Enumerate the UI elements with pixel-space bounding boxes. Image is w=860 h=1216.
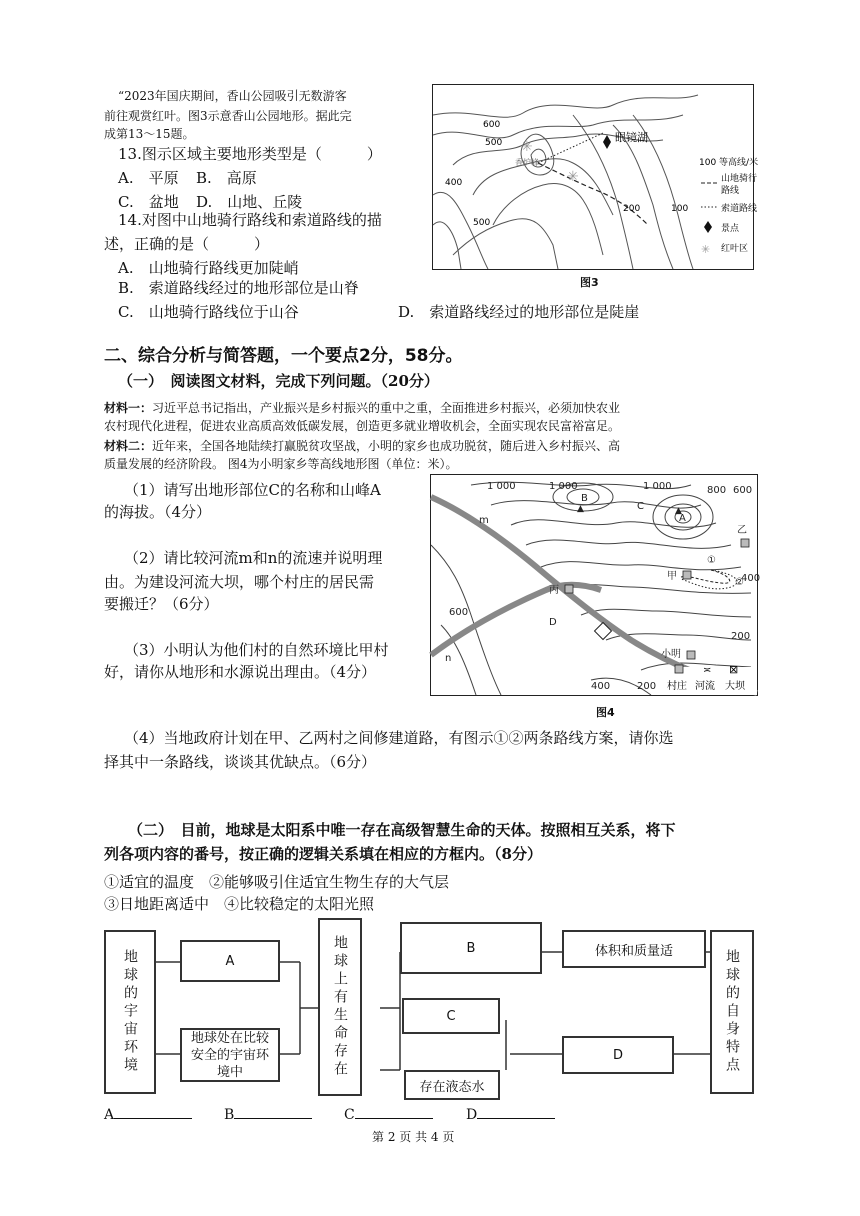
fig4-label-c: C: [637, 501, 644, 512]
q13-option-a: A. 平原: [118, 169, 179, 187]
fig4-label-b: B: [581, 493, 588, 504]
material-2-line-1: [104, 436, 620, 456]
q13-option-c: C. 盆地: [118, 193, 179, 211]
fig4-label-1000a: 1 000: [487, 481, 516, 492]
fig4-label-200b: 200: [637, 681, 657, 692]
q14-option-b: B. 索道路线经过的地形部位是山脊: [118, 279, 359, 297]
fig3-label-500b: 500: [473, 218, 491, 228]
fig3-label-500a: 500: [485, 138, 503, 148]
fig4-legend-dam: 大坝: [725, 681, 745, 692]
q2-line-2: 由。为建设河流大坝，哪个村庄的居民需: [104, 573, 375, 591]
answer-c-blank[interactable]: [355, 1104, 433, 1119]
q3-line-2: 好，请你从地形和水源说出理由。（4分）: [104, 663, 377, 681]
fig3-redleaf-marker: ✳: [521, 139, 533, 155]
flow-label-size-mass: 体积和质量适: [594, 943, 673, 959]
fig4-label-600b: 600: [449, 607, 469, 618]
fig4-legend-village-icon: [675, 665, 683, 673]
fig3-label-400: 400: [445, 178, 463, 188]
fig3-contour: [433, 95, 698, 117]
q2-line-3: 要搬迁？（6分）: [104, 595, 219, 613]
fig3-label-xiangshan: 香炉峰: [515, 158, 539, 167]
fig3-legend-spot-icon: [704, 221, 712, 233]
answer-b-blank[interactable]: [234, 1104, 312, 1119]
q1-line-2: 的海拔。（4分）: [104, 503, 212, 521]
material-1-label: 材料一：: [104, 401, 153, 415]
flow-box-size-mass: [562, 930, 706, 968]
fig4-label-river-m: m: [479, 515, 489, 526]
q14-stem-1: 14.对图中山地骑行路线和索道路线的描: [118, 211, 382, 229]
part-2-title-2: 列各项内容的番号，按正确的逻辑关系填在相应的方框内。（8分）: [104, 845, 542, 863]
fig4-label-d: D: [549, 617, 557, 628]
flow-label-d: D: [612, 1047, 623, 1063]
material-1-line-2: 农村现代化进程，促进农业高质高效低碳发展，创造更多就业增收机会，全面实现农民富裕富足。: [104, 419, 621, 433]
fig4-label-a: A: [679, 513, 686, 524]
fig3-redleaf-marker: ✳: [567, 169, 579, 185]
flow-box-c: [402, 998, 500, 1034]
fig4-village-xiaoming: [687, 651, 695, 659]
material-2-label: 材料二：: [104, 439, 153, 453]
fig3-legend-redleaf: 红叶区: [721, 244, 749, 254]
fig4-label-jia: 甲: [667, 571, 677, 582]
fig3-legend-redleaf-icon: ✳: [701, 243, 711, 256]
q2-line-1: （2）请比较河流m和n的流速并说明理: [124, 549, 383, 567]
answer-c: [344, 1104, 433, 1126]
flow-label-safe-environment: 地球处在比较安全的宇宙环境中: [190, 1030, 269, 1080]
intro-line-2: 前往观赏红叶。图3示意香山公园地形。据此完: [104, 109, 352, 123]
fig3-contour: [433, 222, 461, 269]
flow-label-earth-features: 地球的自身特点: [724, 949, 740, 1075]
answer-a-blank[interactable]: [114, 1104, 192, 1119]
figure-4-svg: [431, 475, 761, 695]
material-1-text-1: 习近平总书记指出，产业振兴是乡村振兴的重中之重，全面推进乡村振兴，必须加快农业: [152, 401, 621, 415]
fig3-cable-route: [538, 133, 603, 163]
material-1-line-1: [104, 398, 620, 418]
q13-option-d: D. 山地、丘陵: [196, 193, 303, 211]
fig3-contour: [493, 184, 603, 255]
section-2-title: 二、综合分析与简答题，一个要点2分，58分。: [104, 346, 463, 366]
q4-line-1: （4）当地政府计划在甲、乙两村之间修建道路，有图示①②两条路线方案，请你选: [124, 729, 674, 747]
fig3-label-yanjinghu: 眼镜湖: [615, 131, 648, 144]
fig4-label-600a: 600: [733, 485, 753, 496]
figure-4-map: [430, 474, 761, 696]
fig4-label-200a: 200: [731, 631, 751, 642]
fig3-contour: [473, 159, 613, 215]
material-2-line-2: 质量发展的经济阶段。 图4为小明家乡等高线地形图（单位：米）。: [104, 457, 458, 471]
fig3-legend-spot: 景点: [721, 224, 740, 234]
fig4-label-yi: 乙: [737, 525, 747, 536]
q3-line-1: （3）小明认为他们村的自然环境比甲村: [124, 641, 389, 659]
fig3-label-200: 200: [623, 204, 641, 214]
fig4-village-bing: [565, 585, 573, 593]
part-2-items-1: ①适宜的温度 ②能够吸引住适宜生物生存的大气层: [104, 873, 450, 891]
fig4-label-400a: 400: [741, 573, 761, 584]
fig4-contour: [581, 609, 751, 617]
q14-option-d: D. 索道路线经过的地形部位是陡崖: [398, 303, 640, 321]
fig4-legend-village: 村庄: [667, 681, 687, 692]
answer-c-label: C: [344, 1107, 355, 1123]
flow-label-b: B: [466, 940, 476, 956]
figure-4-caption: 图4: [596, 706, 615, 719]
fig4-label-route-1: ①: [707, 555, 716, 566]
flow-label-life-exists: 地球上有生命存在: [332, 935, 348, 1079]
flow-label-c: C: [446, 1008, 456, 1024]
fig4-label-route-2: ②: [735, 577, 744, 588]
fig4-label-bing: 丙: [549, 585, 559, 596]
answer-b-label: B: [224, 1107, 235, 1123]
q14-option-a: A. 山地骑行路线更加陡峭: [118, 259, 299, 277]
fig3-legend-cable: 索道路线: [721, 204, 758, 214]
fig4-label-xiaoming: 小明: [661, 649, 681, 660]
answer-a: [104, 1104, 192, 1126]
answer-b: [224, 1104, 312, 1126]
intro-line-1: “2023年国庆期间，香山公园吸引无数游客: [118, 89, 347, 103]
fig3-contour: [433, 192, 491, 269]
fig4-label-river-n: n: [445, 653, 452, 664]
flow-box-d: [562, 1036, 674, 1074]
q13-option-b: B. 高原: [196, 169, 257, 187]
flow-label-a: A: [225, 953, 235, 969]
fig4-legend-river: 河流: [695, 681, 715, 692]
part-1-title: （一） 阅读图文材料，完成下列问题。（20分）: [118, 372, 439, 390]
answer-d-label: D: [466, 1107, 478, 1123]
part-2-items-2: ③日地距离适中 ④比较稳定的太阳光照: [104, 895, 375, 913]
q4-line-2: 择其中一条路线，谈谈其优缺点。（6分）: [104, 753, 377, 771]
flow-box-b: [400, 922, 542, 974]
q13-stem: 13.图示区域主要地形类型是（ ）: [118, 145, 382, 163]
q14-option-c: C. 山地骑行路线位于山谷: [118, 303, 299, 321]
answer-d-blank[interactable]: [477, 1104, 555, 1119]
page-footer: 第 2 页 共 4 页: [372, 1130, 455, 1144]
flow-label-liquid-water: 存在液态水: [419, 1079, 485, 1095]
figure-3-svg: [433, 85, 759, 269]
material-2-text-1: 近年来，全国各地陆续打赢脱贫攻坚战，小明的家乡也成功脱贫，随后进入乡村振兴、高: [152, 439, 621, 453]
flow-box-life-exists: [318, 918, 362, 1096]
answer-a-label: A: [104, 1107, 115, 1123]
fig4-label-800: 800: [707, 485, 727, 496]
fig4-label-1000b: 1 000: [549, 481, 578, 492]
fig4-village-jia: [683, 571, 691, 579]
flow-box-earth-features: [710, 930, 754, 1094]
figure-3-map: [432, 84, 759, 270]
fig4-label-1000c: 1 000: [643, 481, 672, 492]
flow-box-safe-environment: [180, 1028, 280, 1082]
fig3-contour: [613, 125, 673, 269]
part-2-title-1: （二） 目前，地球是太阳系中唯一存在高级智慧生命的天体。按照相互关系，将下: [128, 821, 676, 839]
fig3-legend-bike-1: 山地骑行: [721, 174, 758, 184]
fig3-legend-bike-2: 路线: [721, 186, 740, 196]
q1-line-1: （1）请写出地形部位C的名称和山峰A: [124, 481, 381, 499]
flow-label-cosmic-environment: 地球的宇宙环境: [122, 949, 138, 1075]
intro-line-3: 成第13～15题。: [104, 127, 195, 141]
fig4-village-yi: [741, 539, 749, 547]
fig4-contour: [526, 540, 731, 548]
answer-d: [466, 1104, 555, 1126]
fig4-peak-a-icon: ▲: [675, 506, 682, 516]
q14-stem-2: 述，正确的是（ ）: [104, 235, 270, 253]
fig4-legend-dam-icon: ⊠: [729, 663, 739, 676]
flow-box-liquid-water: [404, 1070, 500, 1100]
fig3-label-100: 100: [671, 204, 689, 214]
fig4-peak-b-icon: ▲: [577, 504, 584, 514]
fig3-bike-route: [538, 163, 648, 225]
flow-box-a: [180, 940, 280, 982]
fig4-legend-river-icon: ≍: [703, 665, 712, 676]
fig3-spot-marker: [603, 135, 611, 149]
fig3-legend-contour: 100 等高线/米: [699, 158, 759, 168]
fig4-label-400b: 400: [591, 681, 611, 692]
fig3-label-600: 600: [483, 120, 501, 130]
flow-box-cosmic-environment: [104, 930, 156, 1094]
figure-3-caption: 图3: [580, 276, 599, 289]
fig4-river-m: [431, 497, 757, 693]
